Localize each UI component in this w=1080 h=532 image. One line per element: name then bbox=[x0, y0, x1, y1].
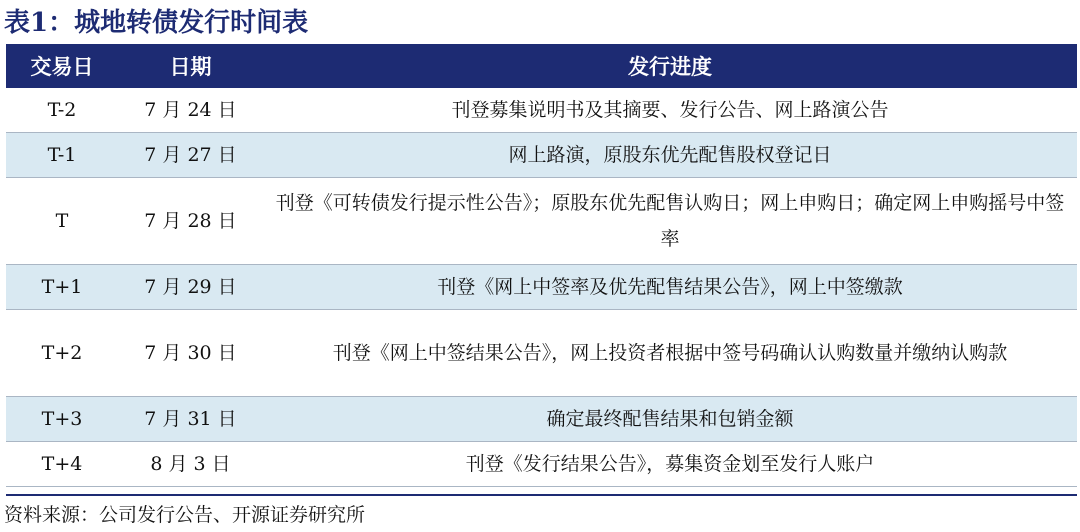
cell-progress: 刊登《网上中签率及优先配售结果公告》，网上中签缴款 bbox=[263, 265, 1077, 310]
table-row bbox=[6, 310, 1077, 397]
cell-trading-day: T+3 bbox=[6, 397, 118, 442]
cell-trading-day: T+4 bbox=[6, 442, 118, 487]
header-trading-day: 交易日 bbox=[6, 44, 118, 88]
cell-date: 7 月 24 日 bbox=[118, 88, 263, 133]
table-row bbox=[6, 397, 1077, 442]
cell-progress: 刊登募集说明书及其摘要、发行公告、网上路演公告 bbox=[263, 88, 1077, 133]
table-row bbox=[6, 265, 1077, 310]
cell-date: 7 月 30 日 bbox=[118, 310, 263, 397]
table-row bbox=[6, 133, 1077, 178]
issuance-schedule-table bbox=[6, 44, 1077, 487]
cell-date: 7 月 31 日 bbox=[118, 397, 263, 442]
cell-trading-day: T+1 bbox=[6, 265, 118, 310]
cell-trading-day: T bbox=[6, 178, 118, 265]
cell-date: 8 月 3 日 bbox=[118, 442, 263, 487]
table-header-row bbox=[6, 44, 1077, 88]
cell-trading-day: T-2 bbox=[6, 88, 118, 133]
cell-progress: 刊登《可转债发行提示性公告》；原股东优先配售认购日；网上申购日；确定网上申购摇号中签率 bbox=[263, 178, 1077, 265]
cell-date: 7 月 29 日 bbox=[118, 265, 263, 310]
table-row bbox=[6, 88, 1077, 133]
cell-progress: 刊登《发行结果公告》，募集资金划至发行人账户 bbox=[263, 442, 1077, 487]
cell-trading-day: T-1 bbox=[6, 133, 118, 178]
cell-trading-day: T+2 bbox=[6, 310, 118, 397]
table-row bbox=[6, 442, 1077, 487]
cell-progress: 网上路演，原股东优先配售股权登记日 bbox=[263, 133, 1077, 178]
header-progress: 发行进度 bbox=[263, 44, 1077, 88]
table-row bbox=[6, 178, 1077, 265]
cell-progress: 确定最终配售结果和包销金额 bbox=[263, 397, 1077, 442]
cell-progress: 刊登《网上中签结果公告》，网上投资者根据中签号码确认认购数量并缴纳认购款 bbox=[263, 310, 1077, 397]
table-bottom-rule bbox=[6, 494, 1077, 496]
cell-date: 7 月 27 日 bbox=[118, 133, 263, 178]
source-note: 资料来源：公司发行公告、开源证券研究所 bbox=[4, 504, 366, 526]
header-date: 日期 bbox=[118, 44, 263, 88]
cell-date: 7 月 28 日 bbox=[118, 178, 263, 265]
table-title: 表1：城地转债发行时间表 bbox=[4, 8, 309, 38]
